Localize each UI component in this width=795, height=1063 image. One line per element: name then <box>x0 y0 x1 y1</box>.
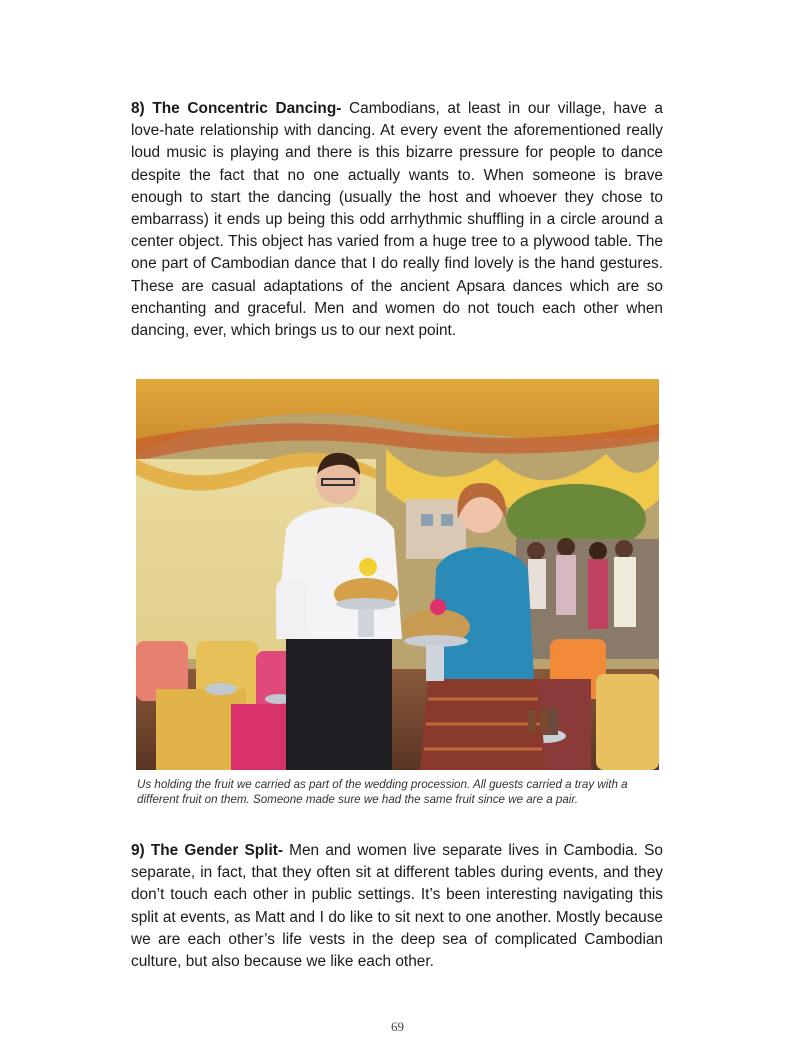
wedding-photo <box>136 379 659 770</box>
section-gender-heading: 9) The Gender Split- <box>131 842 283 859</box>
section-gender-body: Men and women live separate lives in Cambodia. So separate, in fact, that they often sit at different tables during events, and they don’t touch each other in public settings. It’s been interesting navigating this split at events, as Matt and I do like to sit next to one another. Mostly because we are each other’s life vests in the deep sea of complicated Cambodian culture, but also because we like each other. <box>131 842 663 971</box>
photo-caption: Us holding the fruit we carried as part of the wedding procession. All guests carried a tray with a different fruit on them. Someone made sure we had the same fruit since we are a pair. <box>137 778 628 806</box>
page-number: 69 <box>391 1019 404 1034</box>
section-dancing-body: Cambodians, at least in our village, have a love-hate relationship with dancing. At every event the aforementioned really loud music is playing and there is this bizarre pressure for people to dance despite the fact that no one actually wants to. When someone is brave enough to start the dancing (usually the host and whoever they chose to embarrass) it ends up being this odd arrhythmic shuffling in a circle around a center object. This object has varied from a huge tree to a plywood table. The one part of Cambodian dance that I do really find lovely is the hand gestures. These are casual adaptations of the ancient Apsara dances which are so enchanting and graceful. Men and women do not touch each other when dancing, ever, which brings us to our next point. <box>131 100 663 340</box>
section-dancing-paragraph <box>131 98 663 342</box>
section-gender-paragraph <box>131 840 663 973</box>
section-dancing-heading: 8) The Concentric Dancing- <box>131 100 342 117</box>
